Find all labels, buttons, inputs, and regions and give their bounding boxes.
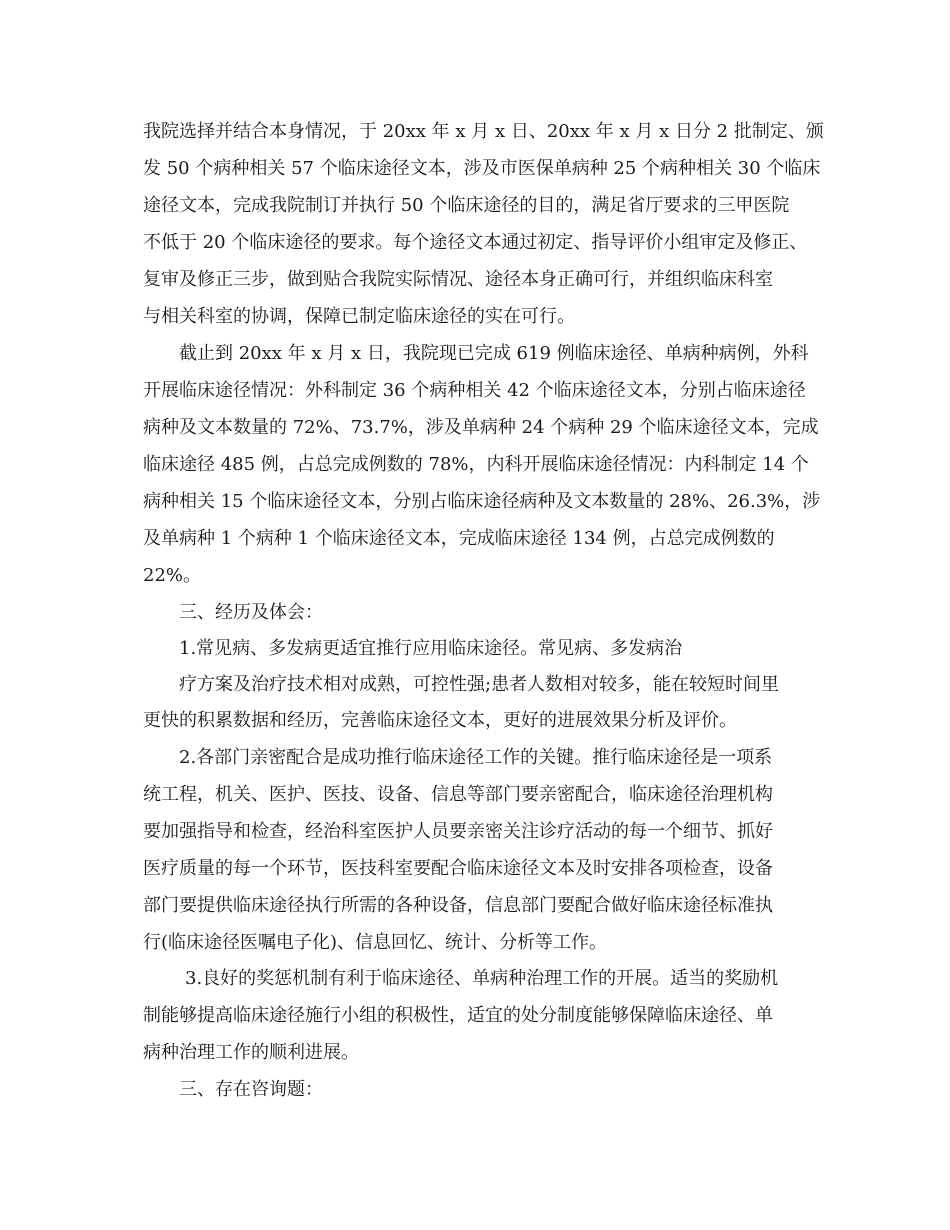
text-line: 要加强指导和检查，经治科室医护人员要亲密关注诊疗活动的每一个细节、抓好 bbox=[143, 821, 773, 842]
text-line: 2.各部门亲密配合是成功推行临床途径工作的关键。推行临床途径是一项系 bbox=[179, 747, 773, 768]
text-line: 22%。 bbox=[143, 565, 202, 586]
text-line: 部门要提供临床途径执行所需的各种设备，信息部门要配合做好临床途径标准执 bbox=[143, 895, 773, 916]
text-line: 1.常见病、多发病更适宜推行应用临床途径。常见病、多发病治 bbox=[179, 638, 683, 659]
text-line: 统工程，机关、医护、医技、设备、信息等部门要亲密配合，临床途径治理机构 bbox=[143, 784, 773, 805]
text-line: 医疗质量的每一个环节，医技科室要配合临床途径文本及时安排各项检查，设备 bbox=[143, 858, 773, 879]
section-heading: 三、经历及体会： bbox=[179, 602, 323, 623]
text-line: 开展临床途径情况：外科制定 36 个病种相关 42 个临床途径文本，分别占临床途径 bbox=[143, 380, 806, 401]
text-line: 3.良好的奖惩机制有利于临床途径、单病种治理工作的开展。适当的奖励机 bbox=[185, 968, 779, 989]
text-line: 与相关科室的协调，保障已制定临床途径的实在可行。 bbox=[143, 306, 575, 327]
text-line: 不低于 20 个临床途径的要求。每个途径文本通过初定、指导评价小组审定及修正、 bbox=[143, 232, 808, 253]
text-line: 更快的积累数据和经历，完善临床途径文本，更好的进展效果分析及评价。 bbox=[143, 710, 737, 731]
text-line: 制能够提高临床途径施行小组的积极性，适宜的处分制度能够保障临床途径、单 bbox=[143, 1005, 773, 1026]
text-line: 疗方案及治疗技术相对成熟，可控性强;患者人数相对较多，能在较短时间里 bbox=[179, 674, 780, 695]
text-line: 病种及文本数量的 72%、73.7%，涉及单病种 24 个病种 29 个临床途径文本，完成 bbox=[143, 417, 819, 438]
section-heading: 三、存在咨询题： bbox=[179, 1079, 323, 1100]
text-line: 我院选择并结合本身情况，于 20xx 年 x 月 x 日、20xx 年 x 月 x 日分 2 批制定、颁 bbox=[143, 121, 824, 142]
text-line: 及单病种 1 个病种 1 个临床途径文本，完成临床途径 134 例，占总完成例数的 bbox=[143, 528, 775, 549]
text-line: 截止到 20xx 年 x 月 x 日，我院现已完成 619 例临床途径、单病种病例，外科 bbox=[179, 343, 809, 364]
text-line: 病种相关 15 个临床途径文本，分别占临床途径病种及文本数量的 28%、26.3%，涉 bbox=[143, 491, 821, 512]
text-line: 复审及修正三步，做到贴合我院实际情况、途径本身正确可行，并组织临床科室 bbox=[143, 269, 773, 290]
text-line: 行(临床途径医嘱电子化)、信息回忆、统计、分析等工作。 bbox=[143, 932, 608, 953]
text-line: 病种治理工作的顺利进展。 bbox=[143, 1042, 359, 1063]
text-line: 发 50 个病种相关 57 个临床途径文本，涉及市医保单病种 25 个病种相关 30 个临床 bbox=[143, 158, 821, 179]
text-line: 临床途径 485 例，占总完成例数的 78%，内科开展临床途径情况：内科制定 14 个 bbox=[143, 454, 809, 475]
text-line: 途径文本，完成我院制订并执行 50 个临床途径的目的，满足省厅要求的三甲医院 bbox=[143, 195, 790, 216]
